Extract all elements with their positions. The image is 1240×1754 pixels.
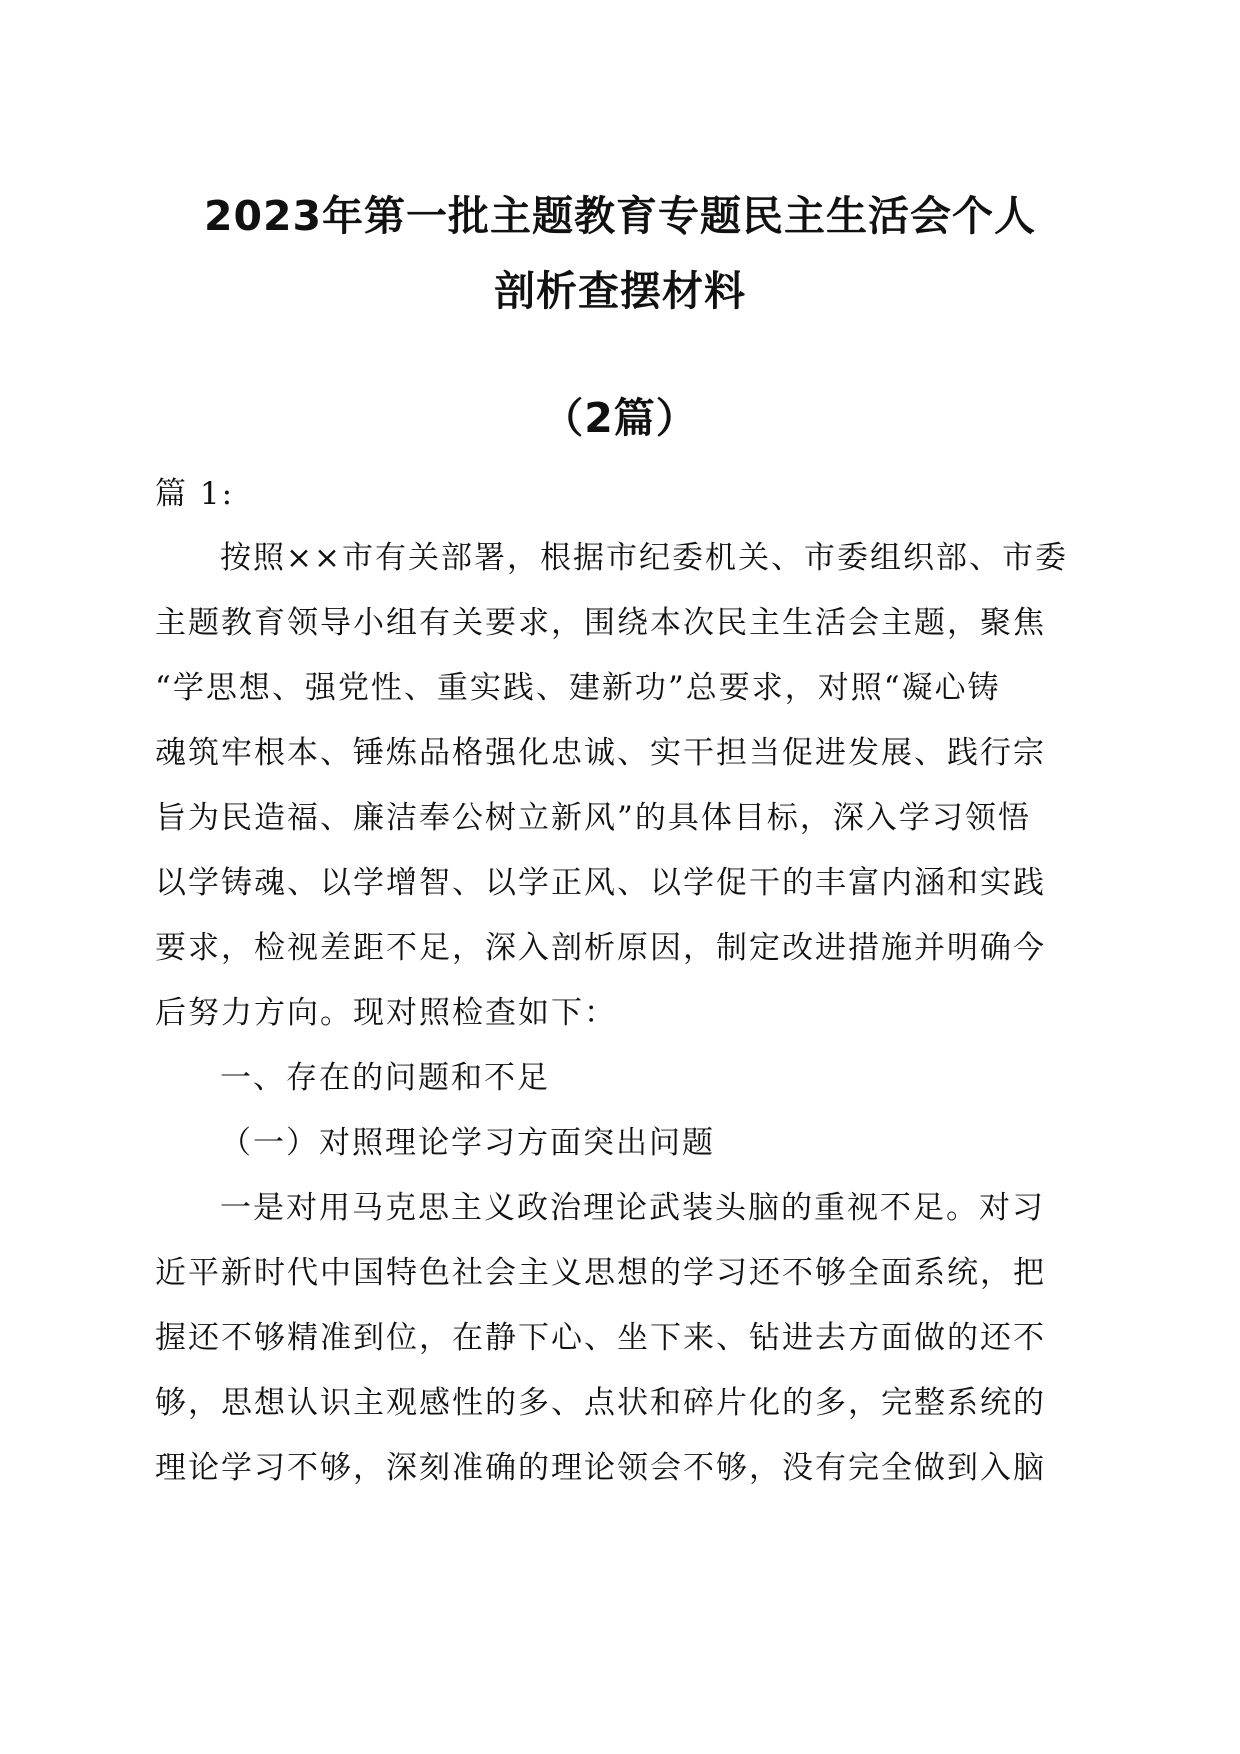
paragraph-line: 要求，检视差距不足，深入剖析原因，制定改进措施并明确今	[155, 930, 1046, 966]
paragraph-line: 旨为民造福、廉洁奉公树立新风”的具体目标，深入学习领悟	[155, 800, 1031, 836]
paragraph-line: “学思想、强党性、重实践、建新功”总要求，对照“凝心铸	[155, 670, 1001, 706]
paragraph-line: 握还不够精准到位，在静下心、坐下来、钻进去方面做的还不	[155, 1320, 1046, 1356]
paragraph-line: 以学铸魂、以学增智、以学正风、以学促干的丰富内涵和实践	[155, 865, 1046, 901]
paragraph-line: 后努力方向。现对照检查如下：	[155, 995, 617, 1031]
section-label: 篇 1:	[155, 476, 235, 512]
document-subtitle: （2篇）	[542, 394, 698, 442]
paragraph-line: 一是对用马克思主义政治理论武装头脑的重视不足。对习	[220, 1190, 1045, 1226]
paragraph-line: 按照××市有关部署，根据市纪委机关、市委组织部、市委	[220, 540, 1068, 576]
paragraph-line: 近平新时代中国特色社会主义思想的学习还不够全面系统，把	[155, 1255, 1046, 1291]
document-title-line-2: 剖析查摆材料	[494, 267, 746, 315]
document-title-line-1: 2023年第一批主题教育专题民主生活会个人	[203, 192, 1037, 240]
paragraph-line: 主题教育领导小组有关要求，围绕本次民主生活会主题，聚焦	[155, 605, 1046, 641]
paragraph-line: 魂筑牢根本、锤炼品格强化忠诚、实干担当促进发展、践行宗	[155, 735, 1046, 771]
subsection-heading: （一）对照理论学习方面突出问题	[220, 1125, 715, 1161]
section-heading: 一、存在的问题和不足	[220, 1060, 550, 1096]
paragraph-line: 理论学习不够，深刻准确的理论领会不够，没有完全做到入脑	[155, 1450, 1046, 1486]
paragraph-line: 够，思想认识主观感性的多、点状和碎片化的多，完整系统的	[155, 1385, 1046, 1421]
